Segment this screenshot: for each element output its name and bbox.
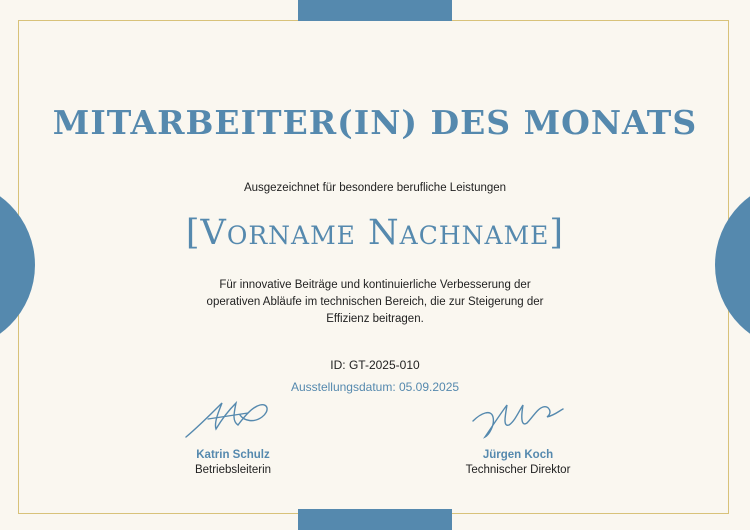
signer-name-left: Katrin Schulz <box>196 449 270 461</box>
certificate-description: Für innovative Beiträge und kontinuierliche Verbesserung der operativen Abläufe im technischen Bereich, die zur Steigerung der Effizienz beitragen. <box>206 279 544 325</box>
certificate-title: MITARBEITER(IN) DES MONATS <box>52 103 698 142</box>
certificate-subtitle: Ausgezeichnet für besondere berufliche Leistungen <box>243 182 507 194</box>
signer-name-right: Jürgen Koch <box>482 449 554 461</box>
top-decorative-tab <box>298 0 452 21</box>
issue-date: Ausstellungsdatum: 05.09.2025 <box>290 380 460 394</box>
signer-role-left: Betriebsleiterin <box>194 464 272 476</box>
bottom-decorative-tab <box>298 509 452 530</box>
recipient-name: [Vorname Nachname] <box>185 213 565 253</box>
signature-block-right <box>428 395 608 476</box>
certificate-id: ID: GT-2025-010 <box>330 358 420 372</box>
signer-role-right: Technischer Direktor <box>465 464 571 476</box>
signature-image-left <box>178 395 288 443</box>
certificate-border <box>18 20 729 514</box>
signature-image-right <box>463 395 573 443</box>
signature-block-left <box>143 395 323 476</box>
